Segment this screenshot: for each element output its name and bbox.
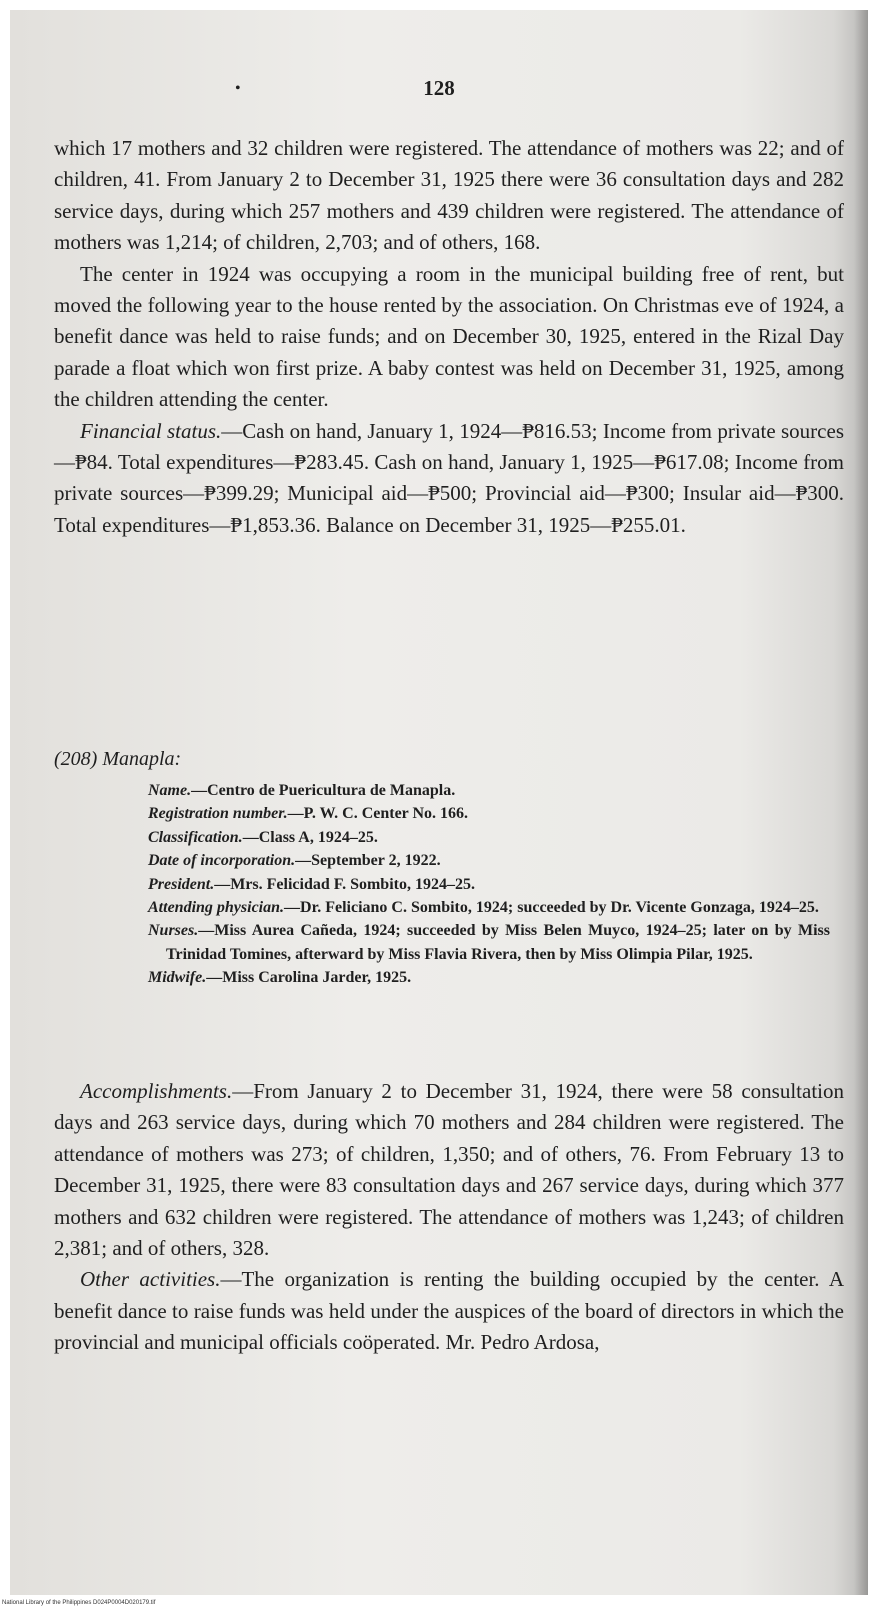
entry-row-label: Nurses. — [148, 922, 199, 940]
entry-row-label: Midwife. — [148, 969, 207, 987]
entry-row — [148, 826, 830, 849]
paragraph-other-activities — [54, 1264, 844, 1358]
paragraph-financial-status — [54, 416, 844, 542]
intro-section — [54, 133, 844, 541]
entry-details — [148, 779, 830, 990]
entry-row-text: —P. W. C. Center No. 166. — [287, 805, 469, 823]
entry-row — [148, 849, 830, 872]
entry-row-text: —Class A, 1924–25. — [242, 828, 378, 846]
entry-row-label: Classification. — [148, 828, 243, 846]
entry-row-label: President. — [148, 875, 215, 893]
financial-status-label: Financial status. — [80, 418, 222, 443]
paragraph-center-history: The center in 1924 was occupying a room in the municipal building free of rent, but moved the following year to the house rented by the association. On Christmas eve of 1924, a benefit dance was held to raise funds; and on December 30, 1925, entered in the Rizal Day parade a float which won first prize. A baby contest was held on December 31, 1925, among the children attending the center. — [54, 261, 844, 412]
manapla-entry — [54, 742, 844, 990]
accomplishments-label: Accomplishments. — [80, 1079, 233, 1103]
entry-row — [148, 802, 830, 825]
entry-row-text: —Mrs. Felicidad F. Sombito, 1924–25. — [214, 875, 475, 893]
scanned-page — [10, 10, 868, 1595]
other-activities-text: —The organization is renting the building occupied by the center. A benefit dance to raise funds was held under the auspices of the board of directors in which the provincial and municipal officials coöperated. Mr. Pedro Ardosa, — [54, 1267, 844, 1355]
paragraph-attendance: which 17 mothers and 32 children were registered. The attendance of mothers was 22; and of children, 41. From January 2 to December 31, 1925 there were 36 consultation days and 282 service days, during which 257 mothers and 439 children were registered. The attendance of mothers was 1,214; of children, 2,703; and of others, 168. — [54, 136, 844, 255]
entry-row-text: —Centro de Puericultura de Manapla. — [191, 782, 456, 799]
financial-status-text: —Cash on hand, January 1, 1924—₱816.53; Income from private sources—₱84. Total expenditures—₱283.45. Cash on hand, January 1, 1925—₱617.08; Income from private sources—₱399.29; Municipal aid—₱500; Provincial aid—₱300; Insular aid—₱300. Total expenditures—₱1,853.36. Balance on December 31, 1925—₱255.01. — [54, 418, 844, 537]
entry-row-label: Date of incorporation. — [148, 852, 296, 870]
closing-section — [54, 1076, 844, 1359]
entry-row — [148, 779, 830, 802]
page-spine-shadow — [854, 10, 868, 1595]
entry-row — [148, 966, 830, 989]
entry-row-text: —Miss Carolina Jarder, 1925. — [206, 969, 412, 987]
entry-row-label: Name. — [148, 782, 192, 799]
accomplishments-text: —From January 2 to December 31, 1924, there were 58 consultation days and 263 service days, during which 70 mothers and 284 children were registered. The attendance of mothers was 273; of children, 1,350; and of others, 76. From February 13 to December 31, 1925, there were 83 consultation days and 267 service days, during which 377 mothers and 632 children were registered. The attendance of mothers was 1,243; of children 2,381; and of others, 328. — [54, 1079, 844, 1261]
entry-row-text: —Miss Aurea Cañeda, 1924; succeeded by Miss Belen Muyco, 1924–25; later on by Miss Trinidad Tomines, afterward by Miss Flavia Rivera, then by Miss Olimpia Pilar, 1925. — [166, 922, 830, 963]
entry-row — [148, 896, 830, 919]
page-number: 128 — [423, 76, 455, 100]
entry-row-text: —September 2, 1922. — [295, 852, 441, 870]
paragraph-accomplishments — [54, 1076, 844, 1264]
footer-caption: National Library of the Philippines D024P0004D020179.tif — [2, 1600, 156, 1606]
entry-heading: (208) Manapla: — [54, 748, 182, 770]
entry-row-text: —Dr. Feliciano C. Sombito, 1924; succeeded by Dr. Vicente Gonzaga, 1924–25. — [284, 899, 819, 917]
entry-row-label: Registration number. — [148, 805, 288, 823]
entry-row-label: Attending physician. — [148, 899, 285, 917]
other-activities-label: Other activities. — [80, 1267, 221, 1292]
entry-row — [148, 919, 830, 966]
page-mark: • — [235, 80, 241, 97]
entry-row — [148, 873, 830, 896]
